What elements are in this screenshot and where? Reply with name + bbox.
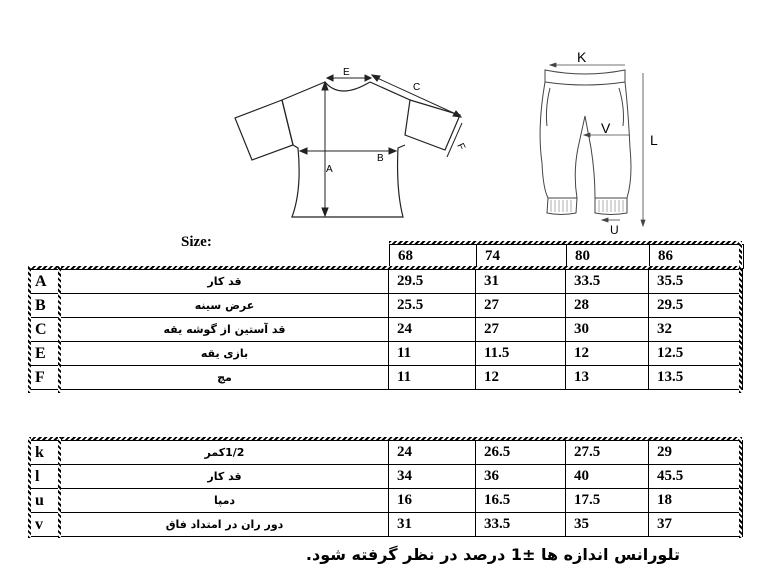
cell-86: 35.5	[649, 270, 743, 294]
size-80: 80	[567, 245, 650, 269]
size-74: 74	[477, 245, 567, 269]
cell-74: 33.5	[476, 513, 566, 537]
cell-74: 27	[476, 318, 566, 342]
table-row	[29, 441, 743, 465]
cell-86: 18	[649, 489, 743, 513]
cell-74: 31	[476, 270, 566, 294]
row-description: مچ	[61, 366, 389, 390]
label-f: F	[454, 141, 467, 152]
cell-80: 17.5	[566, 489, 649, 513]
size-68: 68	[390, 245, 477, 269]
cell-68: 31	[389, 513, 476, 537]
cell-74: 36	[476, 465, 566, 489]
row-code: E	[29, 342, 61, 366]
top-table-right-border	[739, 266, 742, 393]
table-row	[29, 366, 743, 390]
bottom-garment-diagram	[525, 48, 665, 238]
cell-86: 29	[649, 441, 743, 465]
cell-74: 27	[476, 294, 566, 318]
label-l: L	[650, 132, 658, 148]
row-code: l	[29, 465, 61, 489]
cell-68: 25.5	[389, 294, 476, 318]
table-row	[29, 318, 743, 342]
row-code: B	[29, 294, 61, 318]
table-row	[29, 294, 743, 318]
cell-80: 12	[566, 342, 649, 366]
label-a: A	[326, 164, 333, 175]
cell-86: 13.5	[649, 366, 743, 390]
table-row	[29, 489, 743, 513]
row-description: بازی یقه	[61, 342, 389, 366]
label-c: C	[413, 82, 421, 93]
cell-68: 24	[389, 318, 476, 342]
bottom-size-table	[28, 440, 743, 537]
table-row	[29, 465, 743, 489]
cell-80: 35	[566, 513, 649, 537]
row-description: قد کار	[61, 270, 389, 294]
row-description: دور ران در امتداد فاق	[61, 513, 389, 537]
cell-86: 32	[649, 318, 743, 342]
cell-80: 28	[566, 294, 649, 318]
row-code: F	[29, 366, 61, 390]
row-description: قد کار	[61, 465, 389, 489]
size-86: 86	[650, 245, 744, 269]
table-row	[29, 342, 743, 366]
top-garment-diagram	[230, 60, 480, 225]
size-header-right-border	[739, 241, 742, 268]
label-u: U	[610, 223, 619, 237]
label-k: K	[577, 49, 587, 65]
bottom-table-left-border	[28, 437, 31, 538]
table-row	[29, 513, 743, 537]
cell-74: 16.5	[476, 489, 566, 513]
row-description: 1/2کمر	[61, 441, 389, 465]
top-size-table	[28, 269, 743, 390]
top-table-left-border	[28, 266, 31, 393]
cell-68: 34	[389, 465, 476, 489]
row-code: k	[29, 441, 61, 465]
cell-68: 11	[389, 366, 476, 390]
tolerance-note: تلورانس اندازه ها ±1 درصد در نظر گرفته شود.	[305, 545, 680, 564]
top-table-code-divider	[58, 266, 61, 393]
cell-80: 27.5	[566, 441, 649, 465]
table-row	[29, 270, 743, 294]
label-e: E	[343, 67, 350, 78]
bottom-table-right-border	[739, 437, 742, 538]
cell-68: 24	[389, 441, 476, 465]
cell-68: 29.5	[389, 270, 476, 294]
row-code: u	[29, 489, 61, 513]
cell-74: 26.5	[476, 441, 566, 465]
label-b: B	[377, 153, 384, 164]
cell-80: 33.5	[566, 270, 649, 294]
row-description: عرض سینه	[61, 294, 389, 318]
row-description: دمپا	[61, 489, 389, 513]
cell-74: 11.5	[476, 342, 566, 366]
cell-86: 12.5	[649, 342, 743, 366]
row-code: A	[29, 270, 61, 294]
cell-80: 40	[566, 465, 649, 489]
cell-68: 11	[389, 342, 476, 366]
cell-68: 16	[389, 489, 476, 513]
size-header-row	[390, 245, 744, 269]
cell-86: 29.5	[649, 294, 743, 318]
row-code: C	[29, 318, 61, 342]
label-v: V	[601, 120, 611, 136]
cell-86: 37	[649, 513, 743, 537]
cell-74: 12	[476, 366, 566, 390]
row-code: v	[29, 513, 61, 537]
row-description: قد آستین از گوشه یقه	[61, 318, 389, 342]
bottom-table-code-divider	[58, 437, 61, 538]
cell-80: 13	[566, 366, 649, 390]
cell-80: 30	[566, 318, 649, 342]
cell-86: 45.5	[649, 465, 743, 489]
size-label: Size:	[181, 234, 212, 250]
